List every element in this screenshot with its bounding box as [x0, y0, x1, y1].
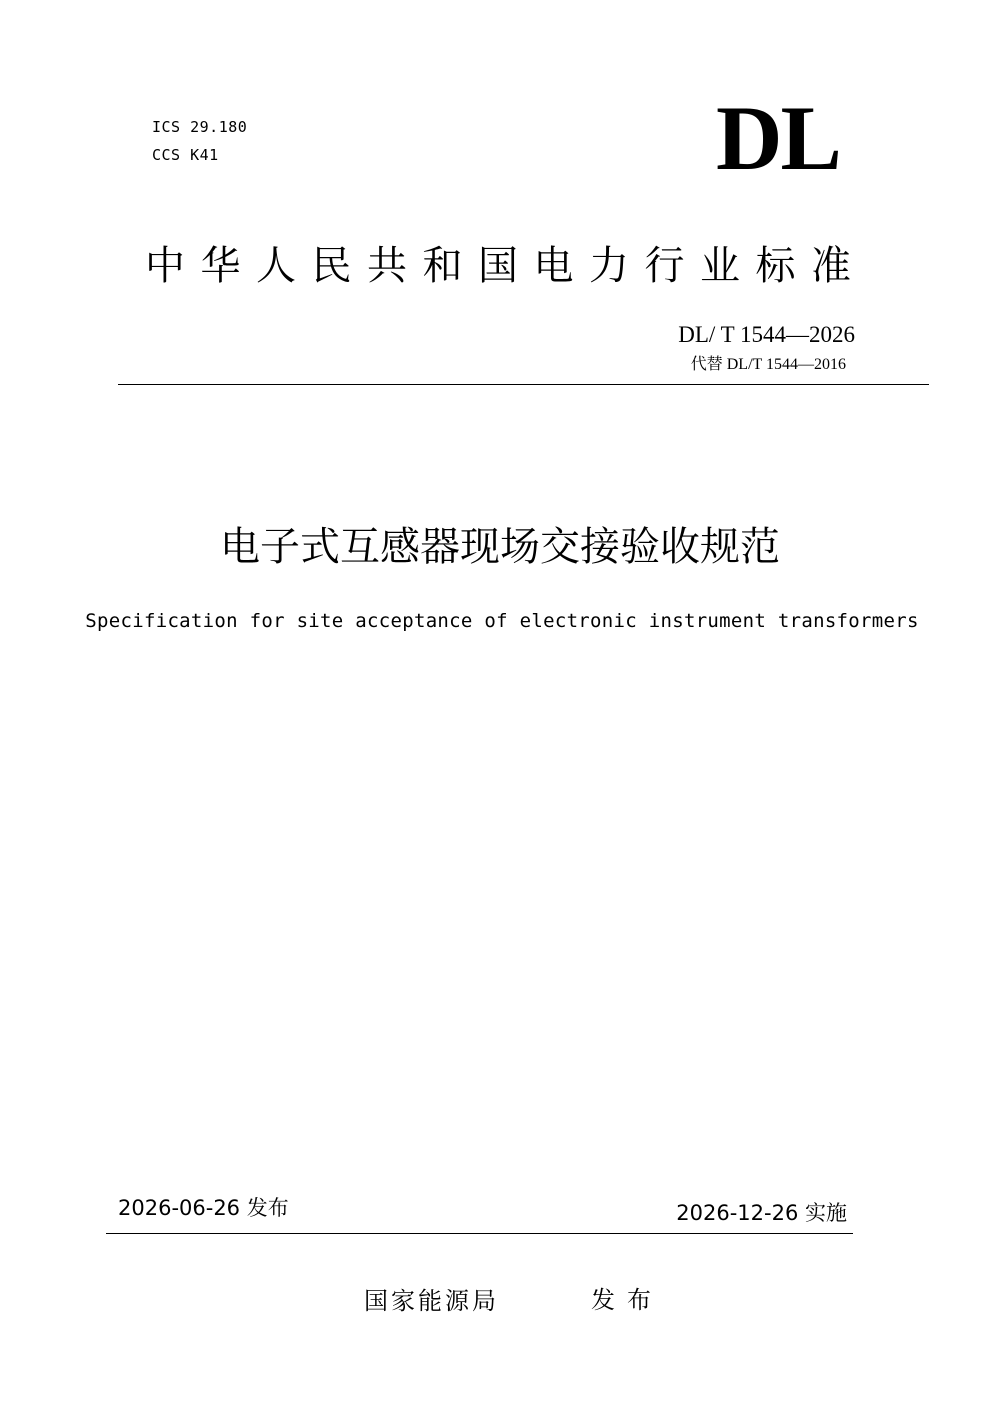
- dl-logo: DL: [716, 87, 840, 189]
- ics-code: ICS 29.180: [152, 118, 248, 136]
- publisher-name: 国家能源局: [364, 1287, 499, 1315]
- issue-date: 2026-06-26 发布: [118, 1196, 289, 1220]
- effective-date: 2026-12-26 实施: [676, 1201, 847, 1225]
- replaces-standard: 代替 DL/T 1544—2016: [690, 356, 846, 373]
- standard-number: DL/ T 1544—2026: [678, 322, 855, 347]
- industry-standard-heading: 中华人民共和国电力行业标准: [145, 243, 867, 289]
- ccs-code: CCS K41: [152, 146, 219, 164]
- publish-label: 发布: [591, 1286, 663, 1314]
- bottom-divider: [106, 1233, 853, 1234]
- top-divider: [118, 384, 929, 385]
- document-title-chinese: 电子式互感器现场交接验收规范: [220, 524, 780, 570]
- document-title-english: Specification for site acceptance of electronic instrument transformers: [85, 610, 919, 632]
